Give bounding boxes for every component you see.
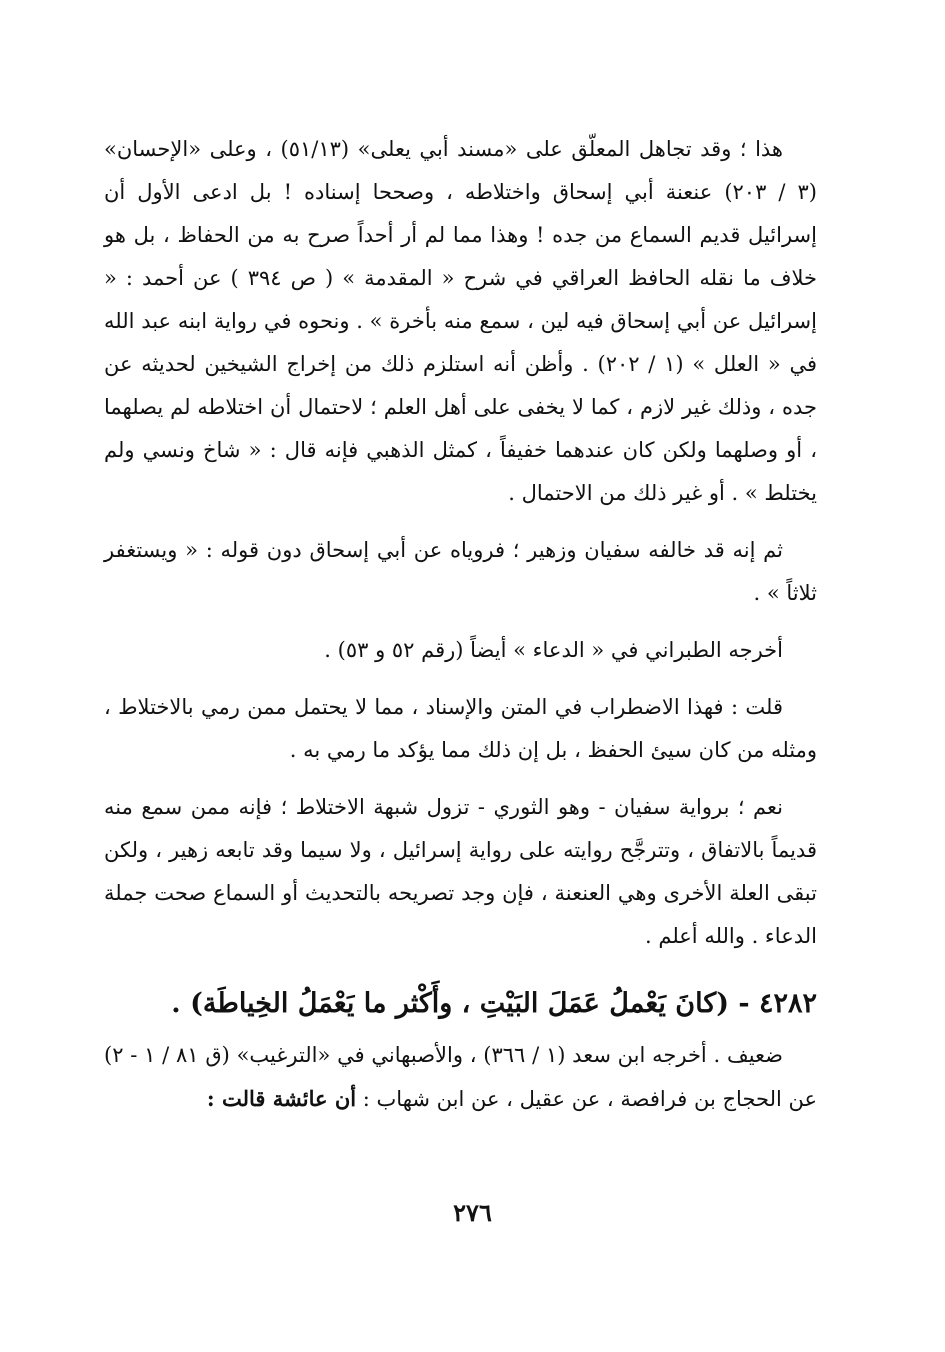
page-number: ٢٧٦	[453, 1198, 492, 1227]
commentary-body	[104, 128, 817, 1121]
paragraph-5: نعم ؛ برواية سفيان - وهو الثوري - تزول شبهة الاختلاط ؛ فإنه ممن سمع منه قديماً بالاتفاق ، وتترجَّح روايته على رواية إسرائيل ، ولا سيما وقد تابعه زهير ، ولكن تبقى العلة الأخرى وهي العنعنة ، فإن وجد تصريحه بالتحديث أو السماع صحت جملة الدعاء . والله أعلم .	[104, 795, 817, 948]
paragraph-2: ثم إنه قد خالفه سفيان وزهير ؛ فروياه عن أبي إسحاق دون قوله : « ويستغفر ثلاثاً » .	[104, 538, 817, 605]
paragraph-1: هذا ؛ وقد تجاهل المعلّق على «مسند أبي يعلى» (٥١/١٣) ، وعلى «الإحسان» (٣ / ٢٠٣) عنعنة أبي إسحاق واختلاطه ، وصححا إسناده ! بل ادعى الأول أن إسرائيل قديم السماع من جده ! وهذا مما لم أر أحداً صرح به من الحفاظ ، بل هو خلاف ما نقله الحافظ العراقي في شرح « المقدمة » ( ص ٣٩٤ ) عن أحمد : « إسرائيل عن أبي إسحاق فيه لين ، سمع منه بأخرة » . ونحوه في رواية ابنه عبد الله في « العلل » (١ / ٢٠٢) . وأظن أنه استلزم ذلك من إخراج الشيخين لحديثه عن جده ، وذلك غير لازم ، كما لا يخفى على أهل العلم ؛ لاحتمال أن اختلاطه لم يصلهما ، أو وصلهما ولكن كان عندهما خفيفاً ، كمثل الذهبي فإنه قال : « شاخ ونسي ولم يختلط » . أو غير ذلك من الاحتمال .	[104, 137, 817, 505]
paragraph-4: قلت : فهذا الاضطراب في المتن والإسناد ، مما لا يحتمل ممن رمي بالاختلاط ، ومثله من كان سيئ الحفظ ، بل إن ذلك مما يؤكد ما رمي به .	[104, 695, 817, 762]
paragraph-6-text: ضعيف . أخرجه ابن سعد (١ / ٣٦٦) ، والأصبهاني في «الترغيب» (ق ٨١ / ١ - ٢) عن الحجاج بن فرافصة ، عن عقيل ، عن ابن شهاب :	[104, 1043, 817, 1111]
paragraph-6	[104, 1034, 817, 1121]
paragraph-3: أخرجه الطبراني في « الدعاء » أيضاً (رقم ٥٢ و ٥٣) .	[324, 638, 783, 662]
hadith-heading: ٤٢٨٢ - (كانَ يَعْملُ عَمَلَ البَيْتِ ، وأَكْثر ما يَعْمَلُ الخِياطَة) .	[171, 988, 817, 1019]
paragraph-6-emphasis: أن عائشة قالت :	[206, 1086, 357, 1111]
